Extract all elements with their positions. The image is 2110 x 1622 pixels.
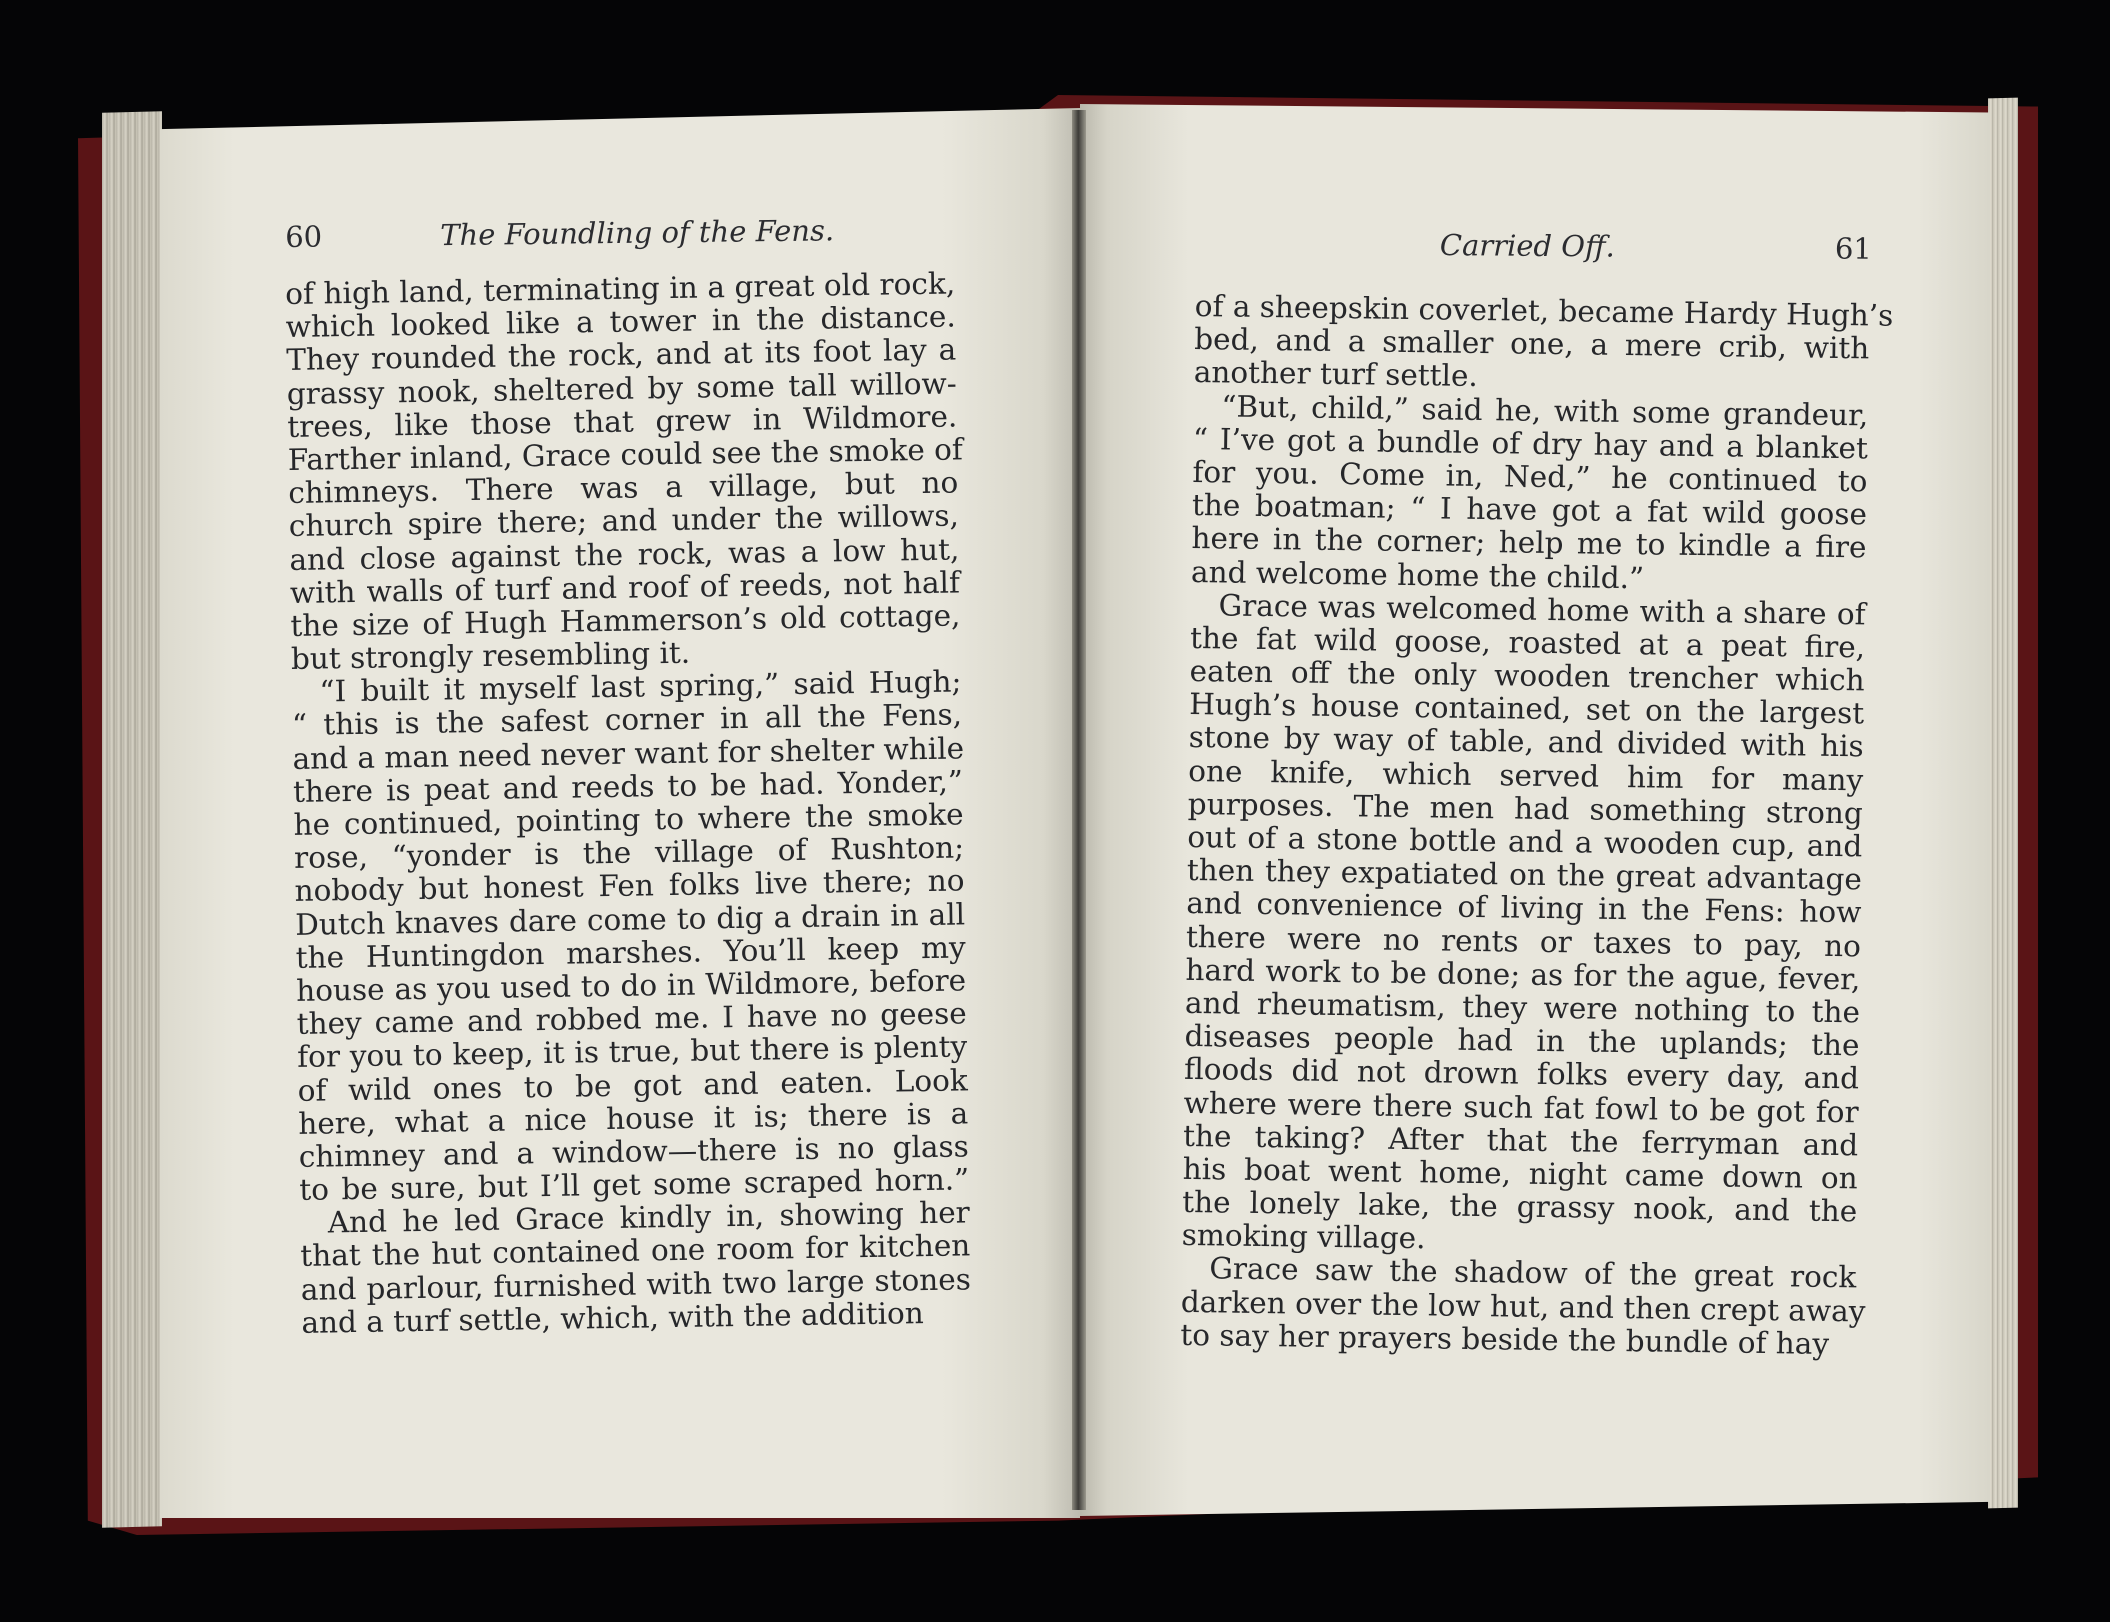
right-page-text <box>1180 289 1894 1361</box>
page-number: 60 <box>285 219 323 254</box>
text-line: Farther inland, Grace could see the smoke of <box>287 432 964 477</box>
text-line: Hugh’s house contained, set on the largest <box>1188 687 1865 731</box>
left-page-edges <box>102 111 162 1528</box>
text-line: nobody but honest Fen folks live there; no <box>294 863 965 909</box>
text-line: of wild ones to be got and eaten. Look <box>297 1062 968 1108</box>
text-line: that the hut contained one room for kitchen <box>300 1228 971 1274</box>
right-page-header <box>1440 228 1872 266</box>
text-line: trees, like those that grew in Wildmore. <box>287 399 958 444</box>
text-line: one knife, which served him for many <box>1188 753 1864 798</box>
text-line: “I built it myself last spring,” said Hugh; <box>319 664 962 709</box>
text-line: hard work to be done; as for the ague, fever, <box>1185 952 1861 997</box>
text-line: the taking? After that the ferryman and <box>1182 1118 1859 1163</box>
text-line: chimneys. There was a village, but no <box>288 465 959 511</box>
text-line: the boatman; “ I have got a fat wild goose <box>1191 488 1868 532</box>
text-line: purposes. The men had something strong <box>1187 786 1863 831</box>
text-line: and parlour, furnished with two large stones <box>300 1261 972 1307</box>
text-line: “ I’ve got a bundle of dry hay and a blanket <box>1192 421 1869 466</box>
text-line: with walls of turf and roof of reeds, not half <box>289 565 961 610</box>
text-line: the size of Hugh Hammerson’s old cottage, <box>290 598 961 643</box>
text-line: and close against the rock, was a low hut, <box>289 531 960 577</box>
text-line: diseases people had in the uplands; the <box>1184 1019 1860 1063</box>
text-line: rose, “yonder is the village of Rushton; <box>293 830 965 876</box>
left-page-text <box>285 267 972 1339</box>
text-line: eaten off the only wooden trencher which <box>1189 654 1865 698</box>
text-line: there is peat and reeds to be had. Yonder,” <box>292 764 964 809</box>
text-line: the fat wild goose, roasted at a peat fire, <box>1189 620 1866 665</box>
text-line: house as you used to do in Wildmore, before <box>295 963 967 1008</box>
text-line: and rheumatism, they were nothing to the <box>1184 985 1861 1030</box>
text-line: he continued, pointing to where the smoke <box>293 797 964 842</box>
text-line: floods did not drown folks every day, and <box>1183 1052 1860 1096</box>
text-line: his boat went home, night came down on <box>1182 1151 1858 1196</box>
text-line: stone by way of table, and divided with his <box>1188 720 1864 764</box>
left-page-header <box>285 213 845 254</box>
text-line: and convenience of living in the Fens: how <box>1186 886 1862 930</box>
text-line: they came and robbed me. I have no geese <box>296 996 967 1042</box>
text-line: here in the corner; help me to kindle a fire <box>1191 521 1867 565</box>
book-gutter <box>1072 110 1086 1510</box>
text-line: and a man need never want for shelter while <box>292 731 965 776</box>
text-line: “But, child,” said he, with some grandeur, <box>1221 388 1869 432</box>
text-line: bed, and a smaller one, a mere crib, with <box>1194 322 1870 366</box>
text-line: but strongly resembling it. <box>290 635 691 677</box>
text-line: here, what a nice house it is; there is a <box>298 1096 969 1141</box>
text-line: to be sure, but I’ll get some scraped horn.” <box>299 1162 970 1207</box>
right-page-edges <box>1988 98 2018 1509</box>
text-line: “ this is the safest corner in all the Fens, <box>291 697 963 743</box>
text-line: out of a stone bottle and a wooden cup, and <box>1187 819 1863 864</box>
text-line: Grace was welcomed home with a share of <box>1218 588 1866 632</box>
text-line: church spire there; and under the willows, <box>288 498 960 544</box>
text-line: then they expatiated on the great advantage <box>1186 853 1863 897</box>
text-line: where were there such fat fowl to be got for <box>1183 1085 1859 1129</box>
text-line: They rounded the rock, and at its foot lay a <box>286 332 957 378</box>
text-line: the Huntingdon marshes. You’ll keep my <box>295 930 966 975</box>
text-line: there were no rents or taxes to pay, no <box>1185 919 1862 963</box>
text-line: to say her prayers beside the bundle of hay <box>1180 1317 1830 1361</box>
text-line: smoking village. <box>1181 1218 1426 1256</box>
text-line: which looked like a tower in the distance. <box>285 299 956 345</box>
text-line: And he led Grace kindly in, showing her <box>327 1195 971 1240</box>
page-number: 61 <box>1834 231 1872 266</box>
text-line: for you. Come in, Ned,” he continued to <box>1192 454 1868 499</box>
text-line: Dutch knaves dare come to dig a drain in all <box>294 896 966 942</box>
text-line: grassy nook, sheltered by some tall willow- <box>286 366 957 411</box>
text-line: Grace saw the shadow of the great rock <box>1209 1251 1857 1295</box>
text-line: for you to keep, it is true, but there is plenty <box>296 1029 968 1075</box>
running-title: The Foundling of the Fens. <box>439 213 835 253</box>
text-line: the lonely lake, the grassy nook, and the <box>1182 1184 1858 1229</box>
text-line: and a turf settle, which, with the addition <box>301 1295 925 1340</box>
text-line: of high land, terminating in a great old rock, <box>284 266 956 311</box>
text-line: of a sheepskin coverlet, became Hardy Hugh’s <box>1194 289 1894 333</box>
running-title: Carried Off. <box>1439 228 1615 264</box>
text-line: another turf settle. <box>1193 355 1479 394</box>
text-line: and welcome home the child.” <box>1190 554 1645 595</box>
text-line: darken over the low hut, and then crept away <box>1180 1284 1866 1329</box>
text-line: chimney and a window—there is no glass <box>298 1129 969 1174</box>
